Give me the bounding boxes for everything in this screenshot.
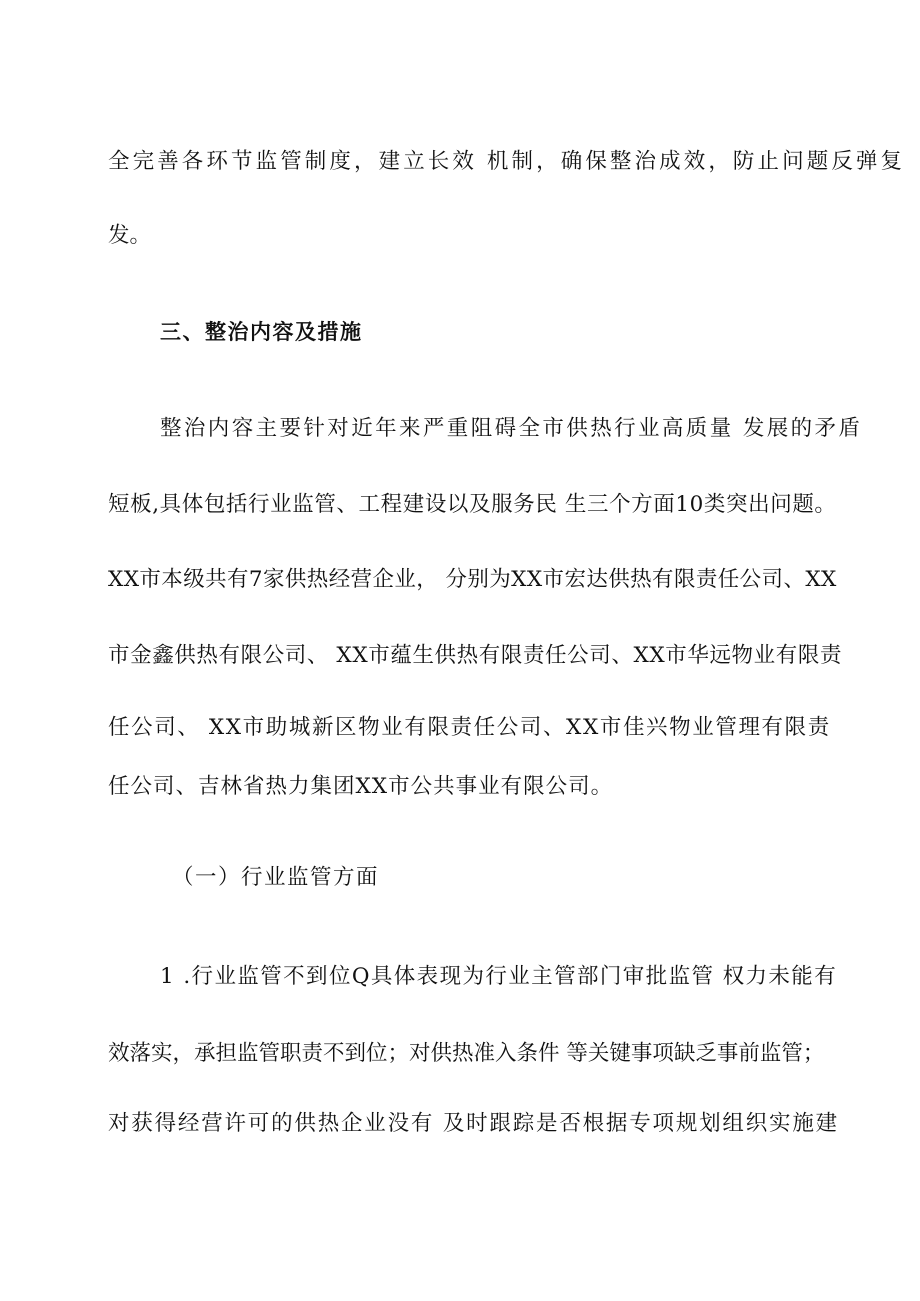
paragraph-line: 任公司、 XX市助城新区物业有限责任公司、XX市佳兴物业管理有限责 (108, 715, 831, 740)
paragraph-line: 市金鑫供热有限公司、 XX市蕴生供热有限责任公司、XX市华远物业有限责 (108, 643, 843, 668)
paragraph-line: XX市本级共有7家供热经营企业， 分别为XX市宏达供热有限责任公司、XX (108, 567, 837, 592)
paragraph-line: 全完善各环节监管制度，建立长效 机制，确保整治成效，防止问题反弹复 (108, 149, 906, 174)
subsection-heading: （一）行业监管方面 (172, 865, 380, 890)
paragraph-line: 1 .行业监管不到位Q具体表现为行业主管部门审批监管 权力未能有 (160, 964, 838, 989)
paragraph-line: 短板,具体包括行业监管、工程建设以及服务民 生三个方面10类突出问题。 (108, 492, 837, 517)
section-heading: 三、整治内容及措施 (160, 320, 363, 344)
paragraph-line: 整治内容主要针对近年来严重阻碍全市供热行业高质量 发展的矛盾 (160, 416, 863, 441)
paragraph-line: 发。 (108, 223, 152, 248)
paragraph-line: 任公司、吉林省热力集团XX市公共事业有限公司。 (108, 774, 614, 799)
paragraph-line: 效落实，承担监管职责不到位；对供热准入条件 等关键事项缺乏事前监管； (108, 1041, 825, 1066)
paragraph-line: 对获得经营许可的供热企业没有 及时跟踪是否根据专项规划组织实施建 (108, 1111, 839, 1136)
